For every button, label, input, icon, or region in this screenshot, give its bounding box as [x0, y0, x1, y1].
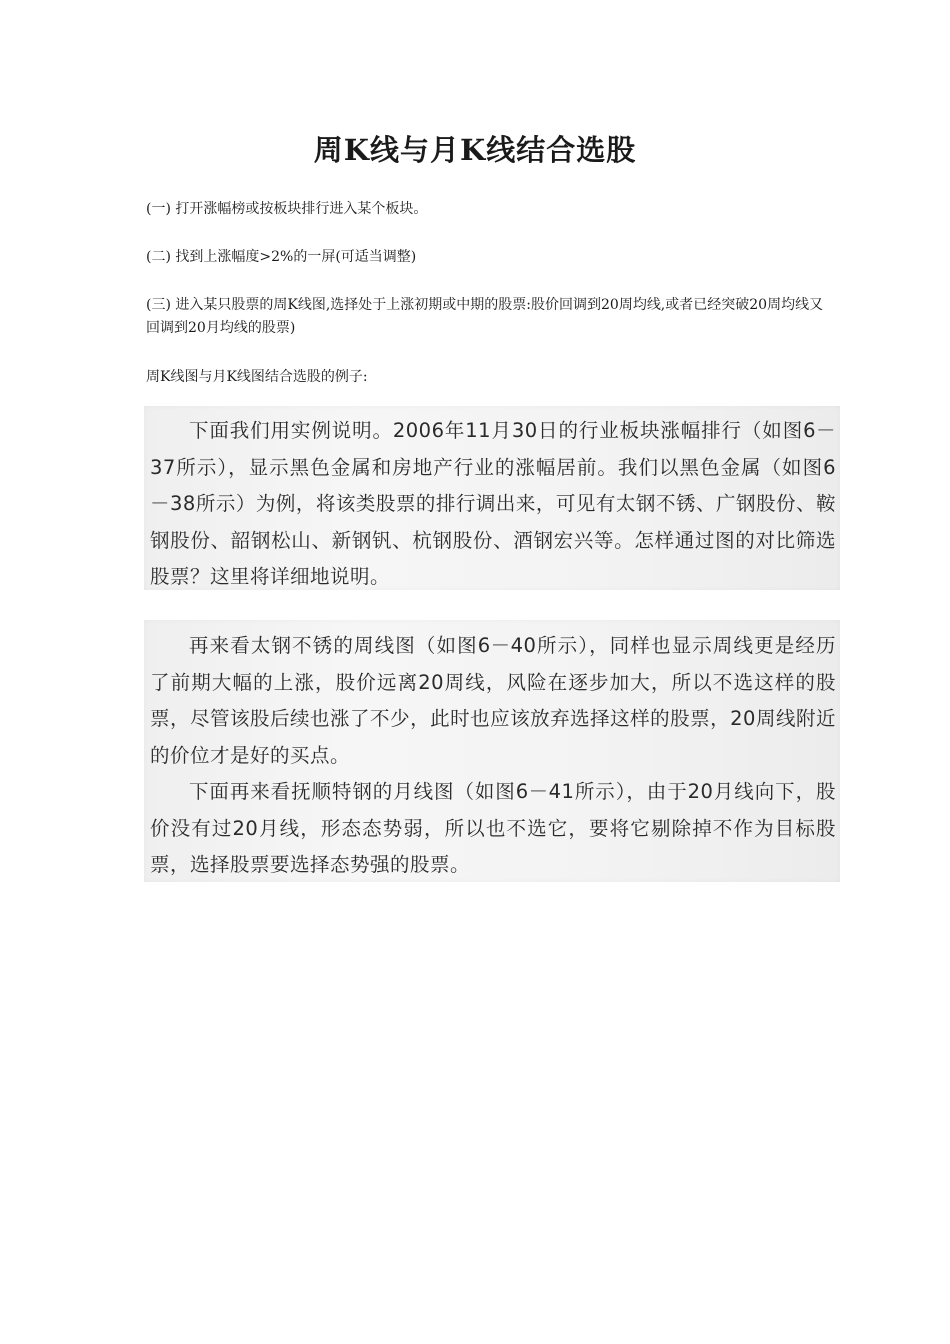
step-2-text: (二) 找到上涨幅度>2%的一屏(可适当调整): [146, 249, 417, 265]
example-intro-text: 周K线图与月K线图结合选股的例子:: [146, 369, 368, 385]
step-1-text: (一) 打开涨幅榜或按板块排行进入某个板块。: [146, 201, 428, 217]
page-title: 周K线与月K线结合选股: [313, 133, 637, 167]
step-3-text: (三) 进入某只股票的周K线图,选择处于上涨初期或中期的股票:股价回调到20周均线,或者已经突破20周均线又回调到20月均线的股票): [146, 297, 824, 336]
scanned-block-weekly-monthly-analysis: [144, 620, 840, 882]
scanned-paragraph: 再来看太钢不锈的周线图（如图6－40所示），同样也显示周线更是经历了前期大幅的上涨，股价远离20周线，风险在逐步加大，所以不选这样的股票，尽管该股后续也涨了不少，此时也应该放弃选择这样的股票，20周线附近的价位才是好的买点。: [150, 634, 836, 767]
scanned-paragraph: 下面再来看抚顺特钢的月线图（如图6－41所示），由于20月线向下，股价没有过20月线，形态态势弱，所以也不选它，要将它剔除掉不作为目标股票，选择股票要选择态势强的股票。: [150, 780, 836, 876]
scanned-block-industry-ranking: [144, 406, 840, 590]
scanned-paragraph: 下面我们用实例说明。2006年11月30日的行业板块涨幅排行（如图6－37所示），显示黑色金属和房地产行业的涨幅居前。我们以黑色金属（如图6－38所示）为例，将该类股票的排行调出来，可见有太钢不锈、广钢股份、鞍钢股份、韶钢松山、新钢钒、杭钢股份、酒钢宏兴等。怎样通过图的对比筛选股票？这里将详细地说明。: [150, 419, 836, 588]
scanned-book-excerpt: [144, 406, 840, 882]
